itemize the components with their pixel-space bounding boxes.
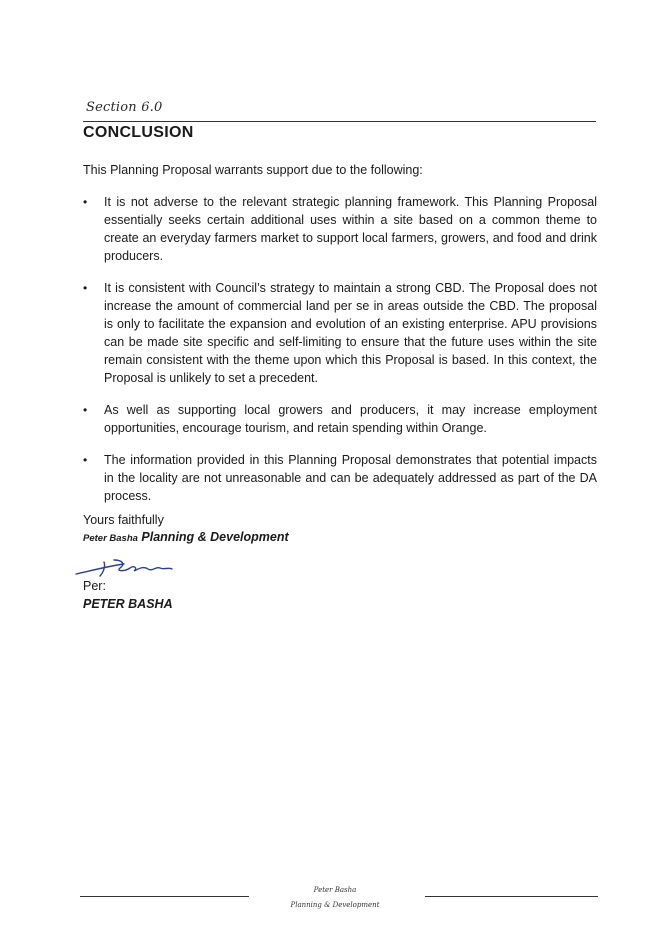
- section-label: Section 6.0: [86, 100, 163, 115]
- list-item-text: It is not adverse to the relevant strategic planning framework. This Planning Proposal essentially seeks certain additional uses within a site based on a common theme to create an everyday farmers market to support local farmers, growers, and food and drink producers.: [104, 195, 597, 263]
- list-item-text: The information provided in this Planning Proposal demonstrates that potential impacts in the locality are not unreasonable and can be adequately addressed as part of the DA process.: [104, 453, 597, 503]
- signature-image: [74, 554, 194, 580]
- page-title: CONCLUSION: [83, 124, 194, 141]
- bullet-icon: •: [83, 195, 88, 209]
- bullet-icon: •: [83, 453, 88, 467]
- list-item: [83, 193, 597, 265]
- heading-rule: [83, 121, 596, 122]
- list-item: [83, 279, 597, 387]
- closing-salutation: Yours faithfully: [83, 513, 164, 527]
- per-label: Per:: [83, 579, 106, 593]
- footer-firm: Planning & Development: [290, 901, 380, 909]
- footer-rule-left: [80, 896, 249, 897]
- conclusion-list: [83, 193, 597, 519]
- list-item: [83, 451, 597, 505]
- list-item-text: It is consistent with Council’s strategy to maintain a strong CBD. The Proposal does not increase the amount of commercial land per se in areas outside the CBD. The proposal is only to facilitate the expansion and evolution of an existing enterprise. APU provisions can be made site specific and self-limiting to ensure that the future uses within the site remain consistent with the theme upon which this Proposal is based. In this context, the Proposal is unlikely to set a precedent.: [104, 281, 597, 385]
- firm-name: [83, 530, 289, 544]
- footer-rule-right: [425, 896, 598, 897]
- list-item: [83, 401, 597, 437]
- intro-paragraph: This Planning Proposal warrants support due to the following:: [83, 163, 423, 177]
- bullet-icon: •: [83, 403, 88, 417]
- firm-name-small: Peter Basha: [83, 533, 138, 544]
- footer-name: Peter Basha: [313, 886, 357, 894]
- list-item-text: As well as supporting local growers and producers, it may increase employment opportunities, encourage tourism, and retain spending within Orange.: [104, 403, 597, 435]
- signatory-name: PETER BASHA: [83, 597, 173, 611]
- firm-name-large: Planning & Development: [141, 530, 289, 544]
- bullet-icon: •: [83, 281, 88, 295]
